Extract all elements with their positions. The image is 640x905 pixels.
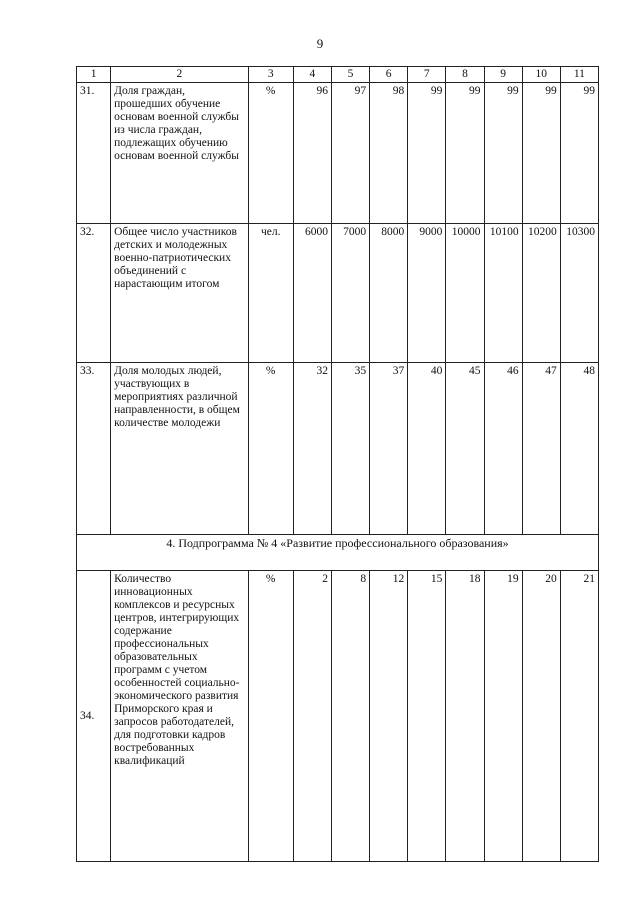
unit-cell: % <box>248 571 293 862</box>
col-header: 1 <box>77 67 111 83</box>
indicator-name: Количество инновационных комплексов и ресурсных центров, интегрирующих содержание профессиональных образовательных программ с учетом особенностей социально-экономического развития Приморского края и запросов работодателей, для подготовки кадров востребованных квалификаций <box>111 571 249 862</box>
value-cell: 9000 <box>408 224 446 363</box>
row-number: 31. <box>77 83 111 224</box>
value-cell: 19 <box>484 571 522 862</box>
value-cell: 99 <box>484 83 522 224</box>
value-cell: 99 <box>446 83 484 224</box>
indicator-name: Доля граждан, прошедших обучение основам военной службы из числа граждан, подлежащих обучению основам военной службы <box>111 83 249 224</box>
page-number: 9 <box>316 36 324 51</box>
value-cell: 99 <box>522 83 560 224</box>
value-cell: 96 <box>293 83 331 224</box>
value-cell: 8000 <box>370 224 408 363</box>
table-row <box>77 83 599 224</box>
col-header: 5 <box>331 67 369 83</box>
value-cell: 20 <box>522 571 560 862</box>
value-cell: 2 <box>293 571 331 862</box>
value-cell: 97 <box>331 83 369 224</box>
value-cell: 32 <box>293 363 331 535</box>
value-cell: 6000 <box>293 224 331 363</box>
value-cell: 10000 <box>446 224 484 363</box>
value-cell: 12 <box>370 571 408 862</box>
value-cell: 8 <box>331 571 369 862</box>
value-cell: 37 <box>370 363 408 535</box>
value-cell: 10300 <box>560 224 598 363</box>
section-title: 4. Подпрограмма № 4 «Развитие профессионального образования» <box>77 535 599 571</box>
col-header: 4 <box>293 67 331 83</box>
value-cell: 99 <box>560 83 598 224</box>
value-cell: 10100 <box>484 224 522 363</box>
value-cell: 7000 <box>331 224 369 363</box>
indicator-name: Общее число участников детских и молодежных военно-патриотических объединений с нарастающим итогом <box>111 224 249 363</box>
table-row <box>77 363 599 535</box>
col-header: 2 <box>111 67 249 83</box>
unit-cell: % <box>248 363 293 535</box>
row-number: 33. <box>77 363 111 535</box>
value-cell: 47 <box>522 363 560 535</box>
row-number: 32. <box>77 224 111 363</box>
unit-cell: % <box>248 83 293 224</box>
header-row <box>77 67 599 83</box>
col-header: 10 <box>522 67 560 83</box>
value-cell: 18 <box>446 571 484 862</box>
value-cell: 45 <box>446 363 484 535</box>
value-cell: 98 <box>370 83 408 224</box>
value-cell: 46 <box>484 363 522 535</box>
col-header: 8 <box>446 67 484 83</box>
value-cell: 35 <box>331 363 369 535</box>
row-number: 34. <box>77 571 111 862</box>
indicator-name: Доля молодых людей, участвующих в мероприятиях различной направленности, в общем количестве молодежи <box>111 363 249 535</box>
section-row <box>77 535 599 571</box>
unit-cell: чел. <box>248 224 293 363</box>
value-cell: 40 <box>408 363 446 535</box>
table-row <box>77 224 599 363</box>
value-cell: 48 <box>560 363 598 535</box>
table-row <box>77 571 599 862</box>
value-cell: 21 <box>560 571 598 862</box>
indicators-table <box>76 66 599 862</box>
col-header: 11 <box>560 67 598 83</box>
value-cell: 10200 <box>522 224 560 363</box>
col-header: 6 <box>370 67 408 83</box>
col-header: 7 <box>408 67 446 83</box>
col-header: 3 <box>248 67 293 83</box>
col-header: 9 <box>484 67 522 83</box>
value-cell: 99 <box>408 83 446 224</box>
value-cell: 15 <box>408 571 446 862</box>
